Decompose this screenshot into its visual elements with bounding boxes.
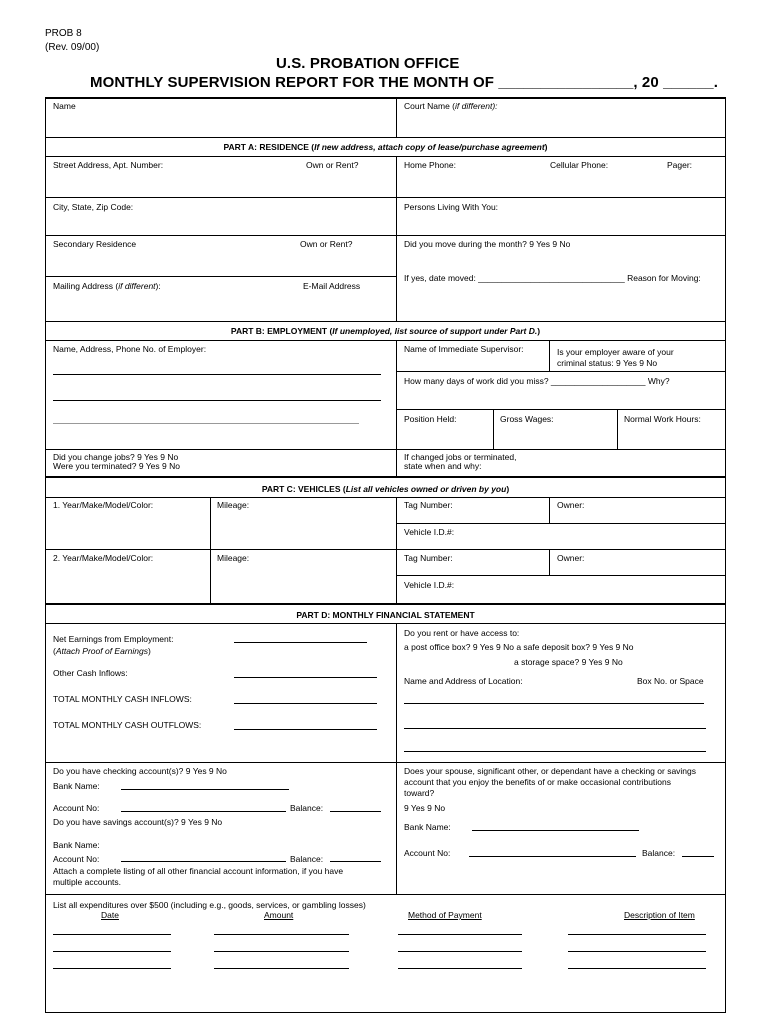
net-earnings-line[interactable]: [234, 642, 367, 643]
position-held-label: Position Held:: [404, 414, 457, 424]
street-address-label: Street Address, Apt. Number:: [53, 160, 164, 170]
part-c-heading: PART C: VEHICLES (List all vehicles owned or driven by you): [261, 484, 510, 494]
change-jobs-question[interactable]: Did you change jobs? 9 Yes 9 No: [53, 452, 179, 462]
employer-line-2[interactable]: [53, 400, 381, 401]
column-description: Description of Item: [624, 910, 695, 920]
total-outflows-line[interactable]: [234, 729, 377, 730]
secondary-residence-label: Secondary Residence: [53, 239, 137, 249]
court-name-label: Court Name (if different):: [404, 101, 498, 111]
report-title: MONTHLY SUPERVISION REPORT FOR THE MONTH OF ________________, 20 ______.: [90, 74, 719, 91]
spouse-question-3: toward?: [404, 788, 435, 798]
normal-hours-label: Normal Work Hours:: [624, 414, 701, 424]
expense-desc-line-2[interactable]: [568, 951, 706, 952]
expense-desc-line-1[interactable]: [568, 934, 706, 935]
form-id: PROB 8: [45, 28, 82, 39]
account-no-2-line[interactable]: [121, 861, 286, 862]
tag-number-2-label: Tag Number:: [404, 553, 453, 563]
employer-line-3[interactable]: [53, 423, 359, 424]
column-method: Method of Payment: [408, 910, 482, 920]
balance-3-line[interactable]: [682, 856, 714, 857]
changed-jobs-label-1: If changed jobs or terminated,: [404, 452, 517, 462]
account-no-3-line[interactable]: [469, 856, 636, 857]
employer-aware-label: Is your employer aware of your: [557, 347, 674, 357]
email-address-label: E-Mail Address: [303, 281, 361, 291]
gross-wages-label: Gross Wages:: [500, 414, 554, 424]
expenditures-label: List all expenditures over $500 (including e.g., goods, services, or gambling losses): [53, 900, 366, 910]
own-or-rent-label: Own or Rent?: [306, 160, 359, 170]
employer-line-1[interactable]: [53, 374, 381, 375]
expense-date-line-2[interactable]: [53, 951, 171, 952]
expense-method-line-3[interactable]: [398, 968, 522, 969]
expense-method-line-1[interactable]: [398, 934, 522, 935]
account-no-3-label: Account No:: [404, 848, 451, 858]
expense-amount-line-2[interactable]: [214, 951, 349, 952]
storage-question[interactable]: a storage space? 9 Yes 9 No: [514, 657, 623, 667]
form-bottom-border: [45, 1012, 726, 1013]
home-phone-label: Home Phone:: [404, 160, 456, 170]
attach-listing-1: Attach a complete listing of all other financial account information, if you have: [53, 866, 344, 876]
balance-2-line[interactable]: [330, 861, 381, 862]
cellular-phone-label: Cellular Phone:: [550, 160, 609, 170]
persons-living-label: Persons Living With You:: [404, 202, 499, 212]
attach-proof-label: (Attach Proof of Earnings): [53, 646, 151, 656]
spouse-yes-no[interactable]: 9 Yes 9 No: [404, 803, 446, 813]
other-inflows-line[interactable]: [234, 677, 377, 678]
total-outflows-label: TOTAL MONTHLY CASH OUTFLOWS:: [53, 720, 202, 730]
date-moved-label: If yes, date moved: _______________________________ Reason for Moving:: [404, 273, 701, 283]
account-no-1-label: Account No:: [53, 803, 100, 813]
expense-amount-line-3[interactable]: [214, 968, 349, 969]
expense-method-line-2[interactable]: [398, 951, 522, 952]
mileage-2-label: Mileage:: [217, 553, 250, 563]
account-no-1-line[interactable]: [121, 811, 286, 812]
bank-name-3-line[interactable]: [472, 830, 639, 831]
owner-2-label: Owner:: [557, 553, 585, 563]
spouse-question-1: Does your spouse, significant other, or dependant have a checking or savings: [404, 766, 697, 776]
part-a-heading: PART A: RESIDENCE (If new address, attach copy of lease/purchase agreement): [223, 142, 548, 152]
balance-1-label: Balance:: [290, 803, 324, 813]
location-line-2[interactable]: [404, 728, 706, 729]
move-question: Did you move during the month? 9 Yes 9 No: [404, 239, 571, 249]
po-box-question[interactable]: a post office box? 9 Yes 9 No a safe deposit box? 9 Yes 9 No: [404, 642, 634, 652]
changed-jobs-label-2: state when and why:: [404, 461, 482, 471]
tag-number-1-label: Tag Number:: [404, 500, 453, 510]
expense-date-line-3[interactable]: [53, 968, 171, 969]
bank-name-2-label: Bank Name:: [53, 840, 100, 850]
expense-desc-line-3[interactable]: [568, 968, 706, 969]
savings-question[interactable]: Do you have savings account(s)? 9 Yes 9 No: [53, 817, 223, 827]
expense-date-line-1[interactable]: [53, 934, 171, 935]
balance-1-line[interactable]: [330, 811, 381, 812]
city-state-zip-label: City, State, Zip Code:: [53, 202, 134, 212]
column-amount: Amount: [264, 910, 294, 920]
location-line-1[interactable]: [404, 703, 704, 704]
own-or-rent-label-2: Own or Rent?: [300, 239, 353, 249]
name-label: Name: [53, 101, 76, 111]
balance-2-label: Balance:: [290, 854, 324, 864]
balance-3-label: Balance:: [642, 848, 676, 858]
location-line-3[interactable]: [404, 751, 706, 752]
form-revision: (Rev. 09/00): [45, 42, 100, 53]
employer-label: Name, Address, Phone No. of Employer:: [53, 344, 207, 354]
part-b-heading: PART B: EMPLOYMENT (If unemployed, list source of support under Part D.): [230, 326, 541, 336]
supervisor-label: Name of Immediate Supervisor:: [404, 344, 524, 354]
total-inflows-line[interactable]: [234, 703, 377, 704]
expense-amount-line-1[interactable]: [214, 934, 349, 935]
bank-name-1-line[interactable]: [121, 789, 289, 790]
spouse-question-2: account that you enjoy the benefits of or make occasional contributions: [404, 777, 671, 787]
bank-name-3-label: Bank Name:: [404, 822, 451, 832]
rent-access-label: Do you rent or have access to:: [404, 628, 520, 638]
part-d-heading: PART D: MONTHLY FINANCIAL STATEMENT: [296, 610, 475, 620]
attach-listing-2: multiple accounts.: [53, 877, 122, 887]
checking-question[interactable]: Do you have checking account(s)? 9 Yes 9 No: [53, 766, 227, 776]
account-no-2-label: Account No:: [53, 854, 100, 864]
pager-label: Pager:: [667, 160, 693, 170]
other-inflows-label: Other Cash Inflows:: [53, 668, 128, 678]
vehicle-id-2-label: Vehicle I.D.#:: [404, 580, 455, 590]
days-missed-label: How many days of work did you miss? ____________________ Why?: [404, 376, 670, 386]
total-inflows-label: TOTAL MONTHLY CASH INFLOWS:: [53, 694, 192, 704]
owner-1-label: Owner:: [557, 500, 585, 510]
box-no-label: Box No. or Space: [637, 676, 704, 686]
vehicle-1-label: 1. Year/Make/Model/Color:: [53, 500, 154, 510]
vehicle-id-1-label: Vehicle I.D.#:: [404, 527, 455, 537]
mailing-address-label: Mailing Address (if different):: [53, 281, 161, 291]
bank-name-1-label: Bank Name:: [53, 781, 100, 791]
column-date: Date: [101, 910, 119, 920]
mileage-1-label: Mileage:: [217, 500, 250, 510]
form-top-border: [45, 97, 726, 99]
employer-aware-options[interactable]: criminal status: 9 Yes 9 No: [557, 358, 658, 368]
terminated-question[interactable]: Were you terminated? 9 Yes 9 No: [53, 461, 180, 471]
vehicle-2-label: 2. Year/Make/Model/Color:: [53, 553, 154, 563]
net-earnings-label: Net Earnings from Employment:: [53, 634, 174, 644]
location-label: Name and Address of Location:: [404, 676, 523, 686]
office-title: U.S. PROBATION OFFICE: [276, 55, 460, 72]
